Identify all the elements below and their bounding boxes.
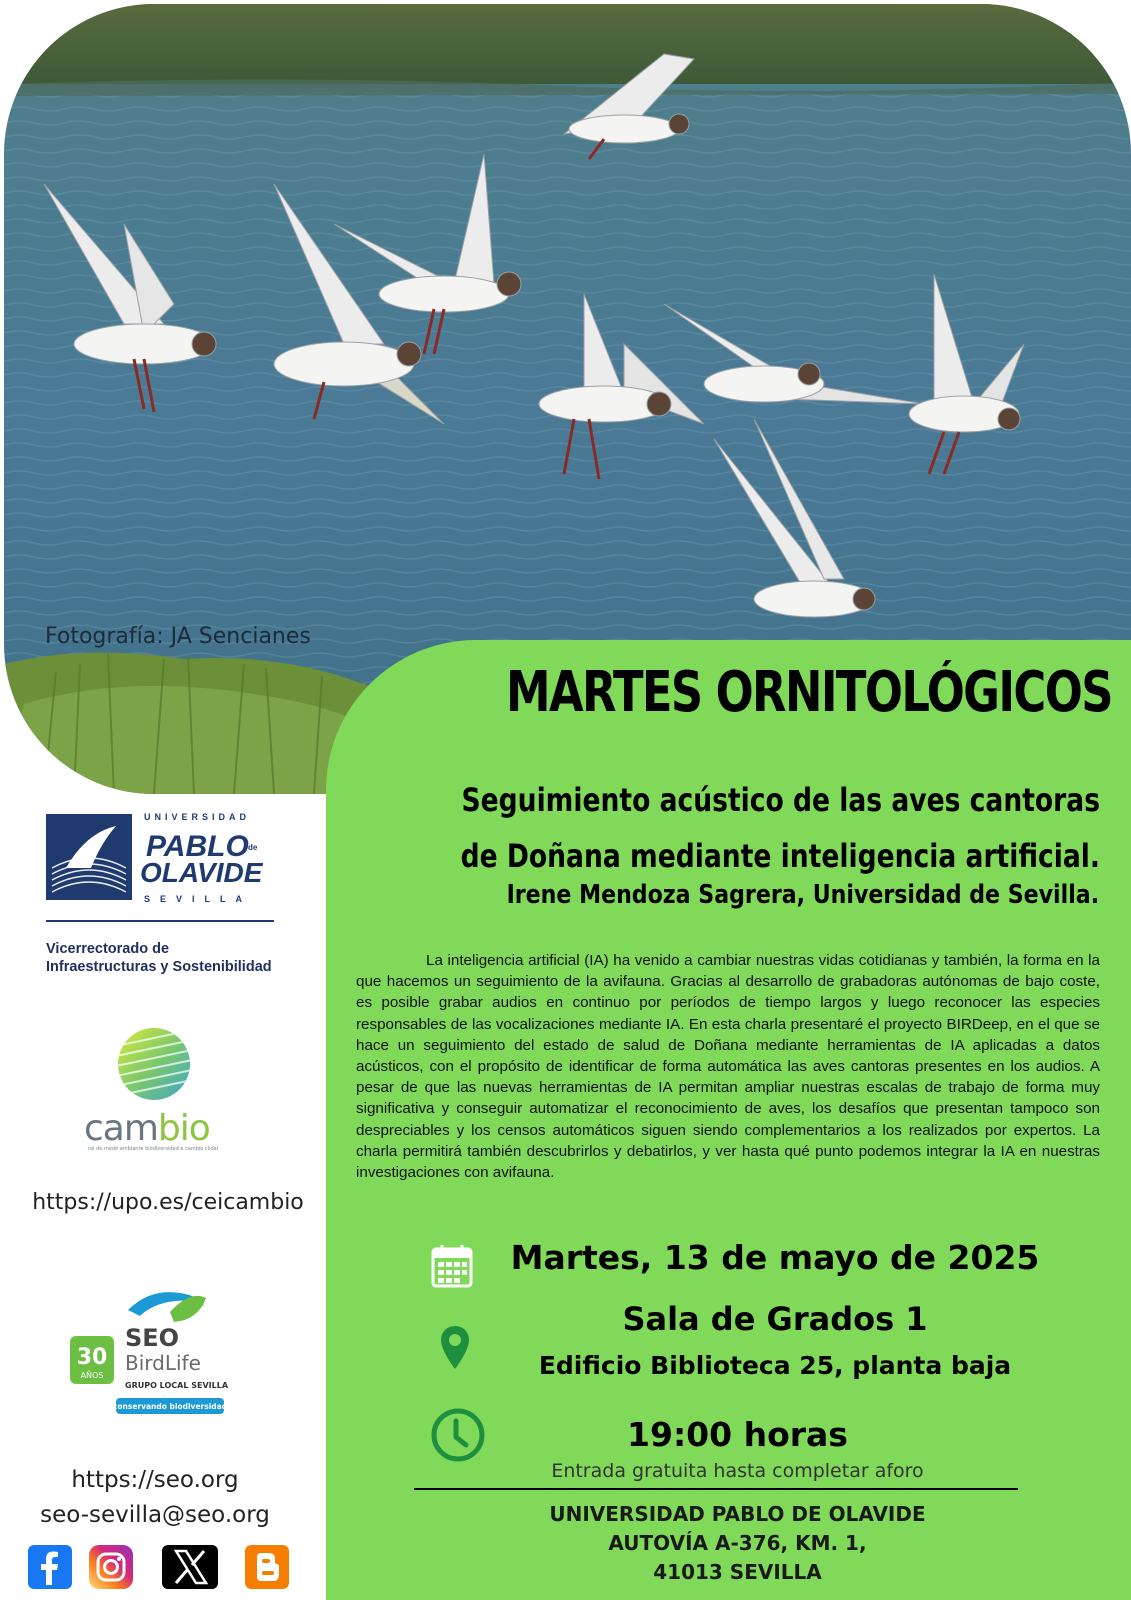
upo-logo — [46, 808, 276, 908]
address-line: UNIVERSIDAD PABLO DE OLAVIDE — [549, 1502, 926, 1526]
cambio-globe-logo — [116, 1026, 192, 1102]
cambio-word-part1: cam — [84, 1108, 158, 1149]
divider — [414, 1488, 1018, 1490]
seo-name2: BirdLife — [125, 1351, 201, 1375]
vicerrectorado-line: Infraestructuras y Sostenibilidad — [46, 959, 272, 975]
upo-top-text: UNIVERSIDAD — [144, 812, 251, 822]
cambio-word-part2: bio — [157, 1108, 210, 1149]
series-title: MARTES ORNITOLÓGICOS — [506, 660, 1112, 725]
upo-name1: PABLO — [146, 830, 249, 863]
location-pin-icon — [440, 1325, 470, 1371]
upo-name2: OLAVIDE — [140, 857, 263, 888]
x-icon[interactable] — [162, 1545, 218, 1589]
cambio-wordmark — [84, 1108, 210, 1149]
cambio-url[interactable]: https://upo.es/ceicambio — [32, 1190, 304, 1215]
cambio-tagline: rai de mede ambiante biodiversidad e cambio clidal — [88, 1146, 219, 1152]
instagram-icon[interactable] — [89, 1545, 133, 1589]
blogger-icon[interactable] — [245, 1545, 289, 1589]
seo-name1: SEO — [125, 1324, 180, 1352]
address-line: AUTOVÍA A-376, KM. 1, — [608, 1531, 867, 1555]
clock-icon — [430, 1407, 486, 1463]
calendar-icon — [430, 1243, 474, 1289]
vicerrectorado-label — [46, 940, 272, 976]
address — [505, 1500, 970, 1587]
seo-group: GRUPO LOCAL SEVILLA — [125, 1381, 229, 1390]
photo-credit: Fotografía: JA Sencianes — [45, 624, 311, 649]
upo-de: de — [248, 843, 258, 852]
event-time: 19:00 horas — [627, 1415, 848, 1454]
talk-title: Seguimiento acústico de las aves cantoras de Doñana mediante inteligencia artificial. — [460, 781, 1100, 875]
address-line: 41013 SEVILLA — [653, 1560, 822, 1584]
facebook-icon[interactable] — [28, 1545, 72, 1589]
event-date: Martes, 13 de mayo de 2025 — [510, 1238, 1040, 1277]
venue-name: Sala de Grados 1 — [622, 1300, 928, 1338]
seo-email[interactable]: seo-sevilla@seo.org — [40, 1502, 270, 1528]
vicerrectorado-line: Vicerrectorado de — [46, 941, 170, 957]
seo-birdlife-logo — [70, 1268, 230, 1424]
seo-years-label: AÑOS — [80, 1371, 104, 1380]
upo-city: SEVILLA — [144, 894, 253, 904]
seo-url[interactable]: https://seo.org — [71, 1467, 239, 1493]
seo-years: 30 — [76, 1345, 108, 1370]
talk-abstract: La inteligencia artificial (IA) ha venido a cambiar nuestras vidas cotidianas y también, la forma en la que hacemos un seguimiento de la avifauna. Gracias al desarrollo de grabadoras autónomas de bajo coste, es posible grabar audios en continuo por períodos de tiempo largos y luego reconocer las especies responsables de las vocalizaciones mediante IA. En esta charla presentaré el proyecto BIRDeep, en el que se hace un seguimiento del estado de salud de Doñana mediante herramientas de IA aplicadas a datos acústicos, con el propósito de identificar de forma automática las aves cantoras presentes en los audios. A pesar de que las nuevas herramientas de IA permitan ampliar nuestras escalas de trabajo de forma muy significativa y conseguir automatizar el reconocimiento de aves, los desafíos que presentan tampoco son despreciables y los censos automáticos siguen siendo complementarios a los realizados por expertos. La charla permitirá también descubrirlos y debatirlos, y ver hasta qué punto podemos integrar la IA en nuestras investigaciones con avifauna. — [356, 952, 1100, 1182]
entry-note: Entrada gratuita hasta completar aforo — [551, 1460, 924, 1482]
seo-tagline: conservando biodiversidad — [112, 1402, 228, 1411]
speaker-name: Irene Mendoza Sagrera, Universidad de Sevilla. — [506, 880, 1099, 910]
upo-divider — [46, 920, 274, 922]
venue-detail: Edificio Biblioteca 25, planta baja — [538, 1351, 1012, 1380]
